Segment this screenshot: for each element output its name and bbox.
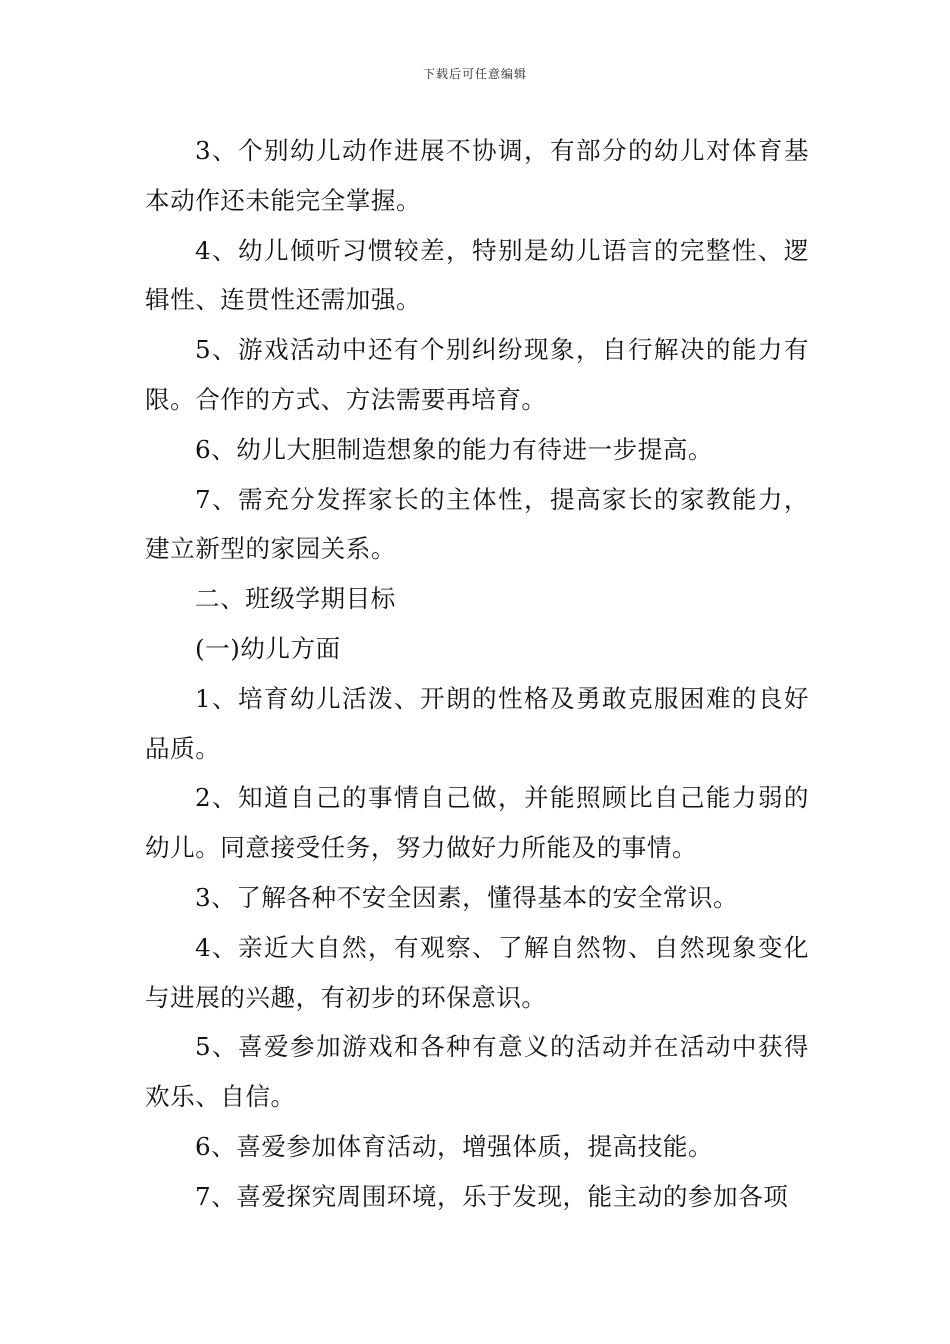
section-heading: 二、班级学期目标	[195, 584, 396, 614]
paragraph: 2、知道自己的事情自己做，并能照顾比自己能力弱的幼儿。同意接受任务，努力做好力所能及的事情。	[145, 783, 809, 863]
paragraph: 6、幼儿大胆制造想象的能力有待进一步提高。	[195, 434, 714, 464]
document-body	[145, 126, 809, 1222]
subsection-heading: (一)幼儿方面	[195, 633, 341, 663]
paragraph: 7、需充分发挥家长的主体性，提高家长的家教能力，建立新型的家园关系。	[145, 484, 809, 564]
paragraph: 7、喜爱探究周围环境，乐于发现，能主动的参加各项	[195, 1181, 789, 1211]
paragraph: 5、喜爱参加游戏和各种有意义的活动并在活动中获得欢乐、自信。	[145, 1032, 809, 1112]
paragraph: 5、游戏活动中还有个别纠纷现象，自行解决的能力有限。合作的方式、方法需要再培育。	[145, 335, 809, 414]
paragraph: 4、幼儿倾听习惯较差，特别是幼儿语言的完整性、逻辑性、连贯性还需加强。	[145, 235, 809, 315]
page-header-note: 下载后可任意编辑	[422, 67, 527, 81]
paragraph: 1、培育幼儿活泼、开朗的性格及勇敢克服困难的良好品质。	[145, 683, 809, 763]
paragraph: 4、亲近大自然，有观察、了解自然物、自然现象变化与进展的兴趣，有初步的环保意识。	[145, 932, 809, 1012]
paragraph: 6、喜爱参加体育活动，增强体质，提高技能。	[195, 1131, 714, 1161]
paragraph: 3、个别幼儿动作进展不协调，有部分的幼儿对体育基本动作还未能完全掌握。	[145, 136, 809, 215]
paragraph: 3、了解各种不安全因素，懂得基本的安全常识。	[195, 882, 739, 912]
